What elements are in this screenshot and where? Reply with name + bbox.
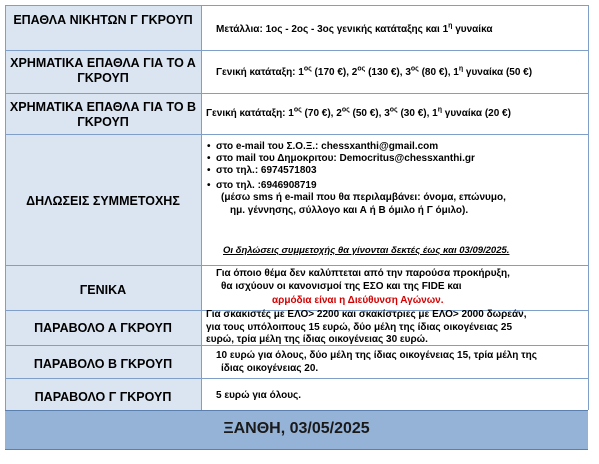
footer-date: ΞΑΝΘΗ, 03/05/2025 bbox=[223, 420, 370, 437]
row-label-prizes-b: ΧΡΗΜΑΤΙΚΑ ΕΠΑΘΛΑ ΓΙΑ ΤΟ Β ΓΚΡΟΥΠ bbox=[9, 100, 197, 129]
table-border-top bbox=[5, 5, 589, 6]
registration-deadline: Οι δηλώσεις συμμετοχής θα γίνονται δεκτές έως και 03/09/2025. bbox=[223, 245, 510, 256]
row-divider bbox=[5, 265, 589, 266]
fee-a-text: για τους υπόλοιπους 15 ευρώ, δύο μέλη της ίδιας οικογένειας 25 bbox=[206, 322, 513, 333]
registration-bullet: • στο e-mail του Σ.Ο.Ξ.: chessxanthi@gmail.com bbox=[216, 141, 438, 153]
fee-a-text: ευρώ, τρία μέλη της ίδιας οικογένειας 30 ευρώ. bbox=[206, 334, 428, 345]
registration-bullet: • στο τηλ.: 6974571803 bbox=[216, 165, 317, 177]
row-label-prizes-c: ΕΠΑΘΛΑ ΝΙΚΗΤΩΝ Γ ΓΚΡΟΥΠ bbox=[13, 13, 193, 27]
footer-band bbox=[5, 410, 588, 450]
row-label-registration: ΔΗΛΩΣΕΙΣ ΣΥΜΜΕΤΟΧΗΣ bbox=[26, 194, 180, 208]
row-divider bbox=[5, 378, 589, 379]
row-value-prizes-a: Γενική κατάταξη: $1^{o\varsigma}$ (170 €), $2^{o\varsigma}$ (130 €), $3^{o\varsigma}$ (80 €), $1^\eta$ γυναίκα (50 €) bbox=[216, 65, 533, 78]
fee-b-text: ίδιας οικογένειας 20. bbox=[221, 363, 319, 374]
row-label-prizes-a: ΧΡΗΜΑΤΙΚΑ ΕΠΑΘΛΑ ΓΙΑ ΤΟ Α ΓΚΡΟΥΠ bbox=[10, 56, 196, 85]
registration-bullet: • στο τηλ. :6946908719 bbox=[216, 180, 317, 192]
table-column-divider bbox=[201, 5, 202, 410]
row-value-prizes-c: Μετάλλια: 1ος - 2ος - 3ος γενικής κατάταξης και $1^\eta$ γυναίκα bbox=[216, 22, 493, 35]
general-text-red: αρμόδια είναι η Διεύθυνση Αγώνων. bbox=[272, 295, 444, 306]
row-label-fee-a: ΠΑΡΑΒΟΛΟ Α ΓΚΡΟΥΠ bbox=[34, 321, 172, 335]
fee-a-text: Για σκακιστές με ΕΛΟ> 2200 και σκακίστριες με ΕΛΟ> 2000 δωρεάν, bbox=[206, 309, 527, 320]
general-text: θα ισχύουν οι κανονισμοί της ΕΣΟ και της FIDE και bbox=[221, 281, 462, 292]
table-border-left bbox=[5, 5, 6, 410]
row-divider bbox=[5, 93, 589, 94]
row-divider bbox=[5, 134, 589, 135]
row-divider bbox=[5, 50, 589, 51]
table-border-right bbox=[588, 5, 589, 410]
fee-b-text: 10 ευρώ για όλους, δύο μέλη της ίδιας οικογένειας 15, τρία μέλη της bbox=[216, 350, 537, 361]
registration-bullet: • στο mail του Δημοκριτου: Democritus@chessxanthi.gr bbox=[216, 153, 475, 165]
row-value-prizes-b: Γενική κατάταξη: $1^{o\varsigma}$ (70 €), $2^{o\varsigma}$ (50 €), $3^{o\varsigma}$ (30 €), $1^\eta$ γυναίκα (20 €) bbox=[206, 106, 511, 119]
general-text: Για όποιο θέμα δεν καλύπτεται από την παρούσα προκήρυξη, bbox=[216, 268, 510, 279]
registration-note: (μέσω sms ή e-mail που θα περιλαμβάνει: όνομα, επώνυμο, bbox=[221, 192, 506, 203]
row-label-general: ΓΕΝΙΚΑ bbox=[79, 283, 127, 297]
row-label-fee-b: ΠΑΡΑΒΟΛΟ Β ΓΚΡΟΥΠ bbox=[33, 357, 173, 371]
row-label-fee-c: ΠΑΡΑΒΟΛΟ Γ ΓΚΡΟΥΠ bbox=[34, 390, 172, 404]
registration-note: ημ. γέννησης, σύλλογο και Α ή Β όμιλο ή Γ όμιλο). bbox=[230, 205, 469, 216]
fee-c-text: 5 ευρώ για όλους. bbox=[216, 390, 302, 401]
